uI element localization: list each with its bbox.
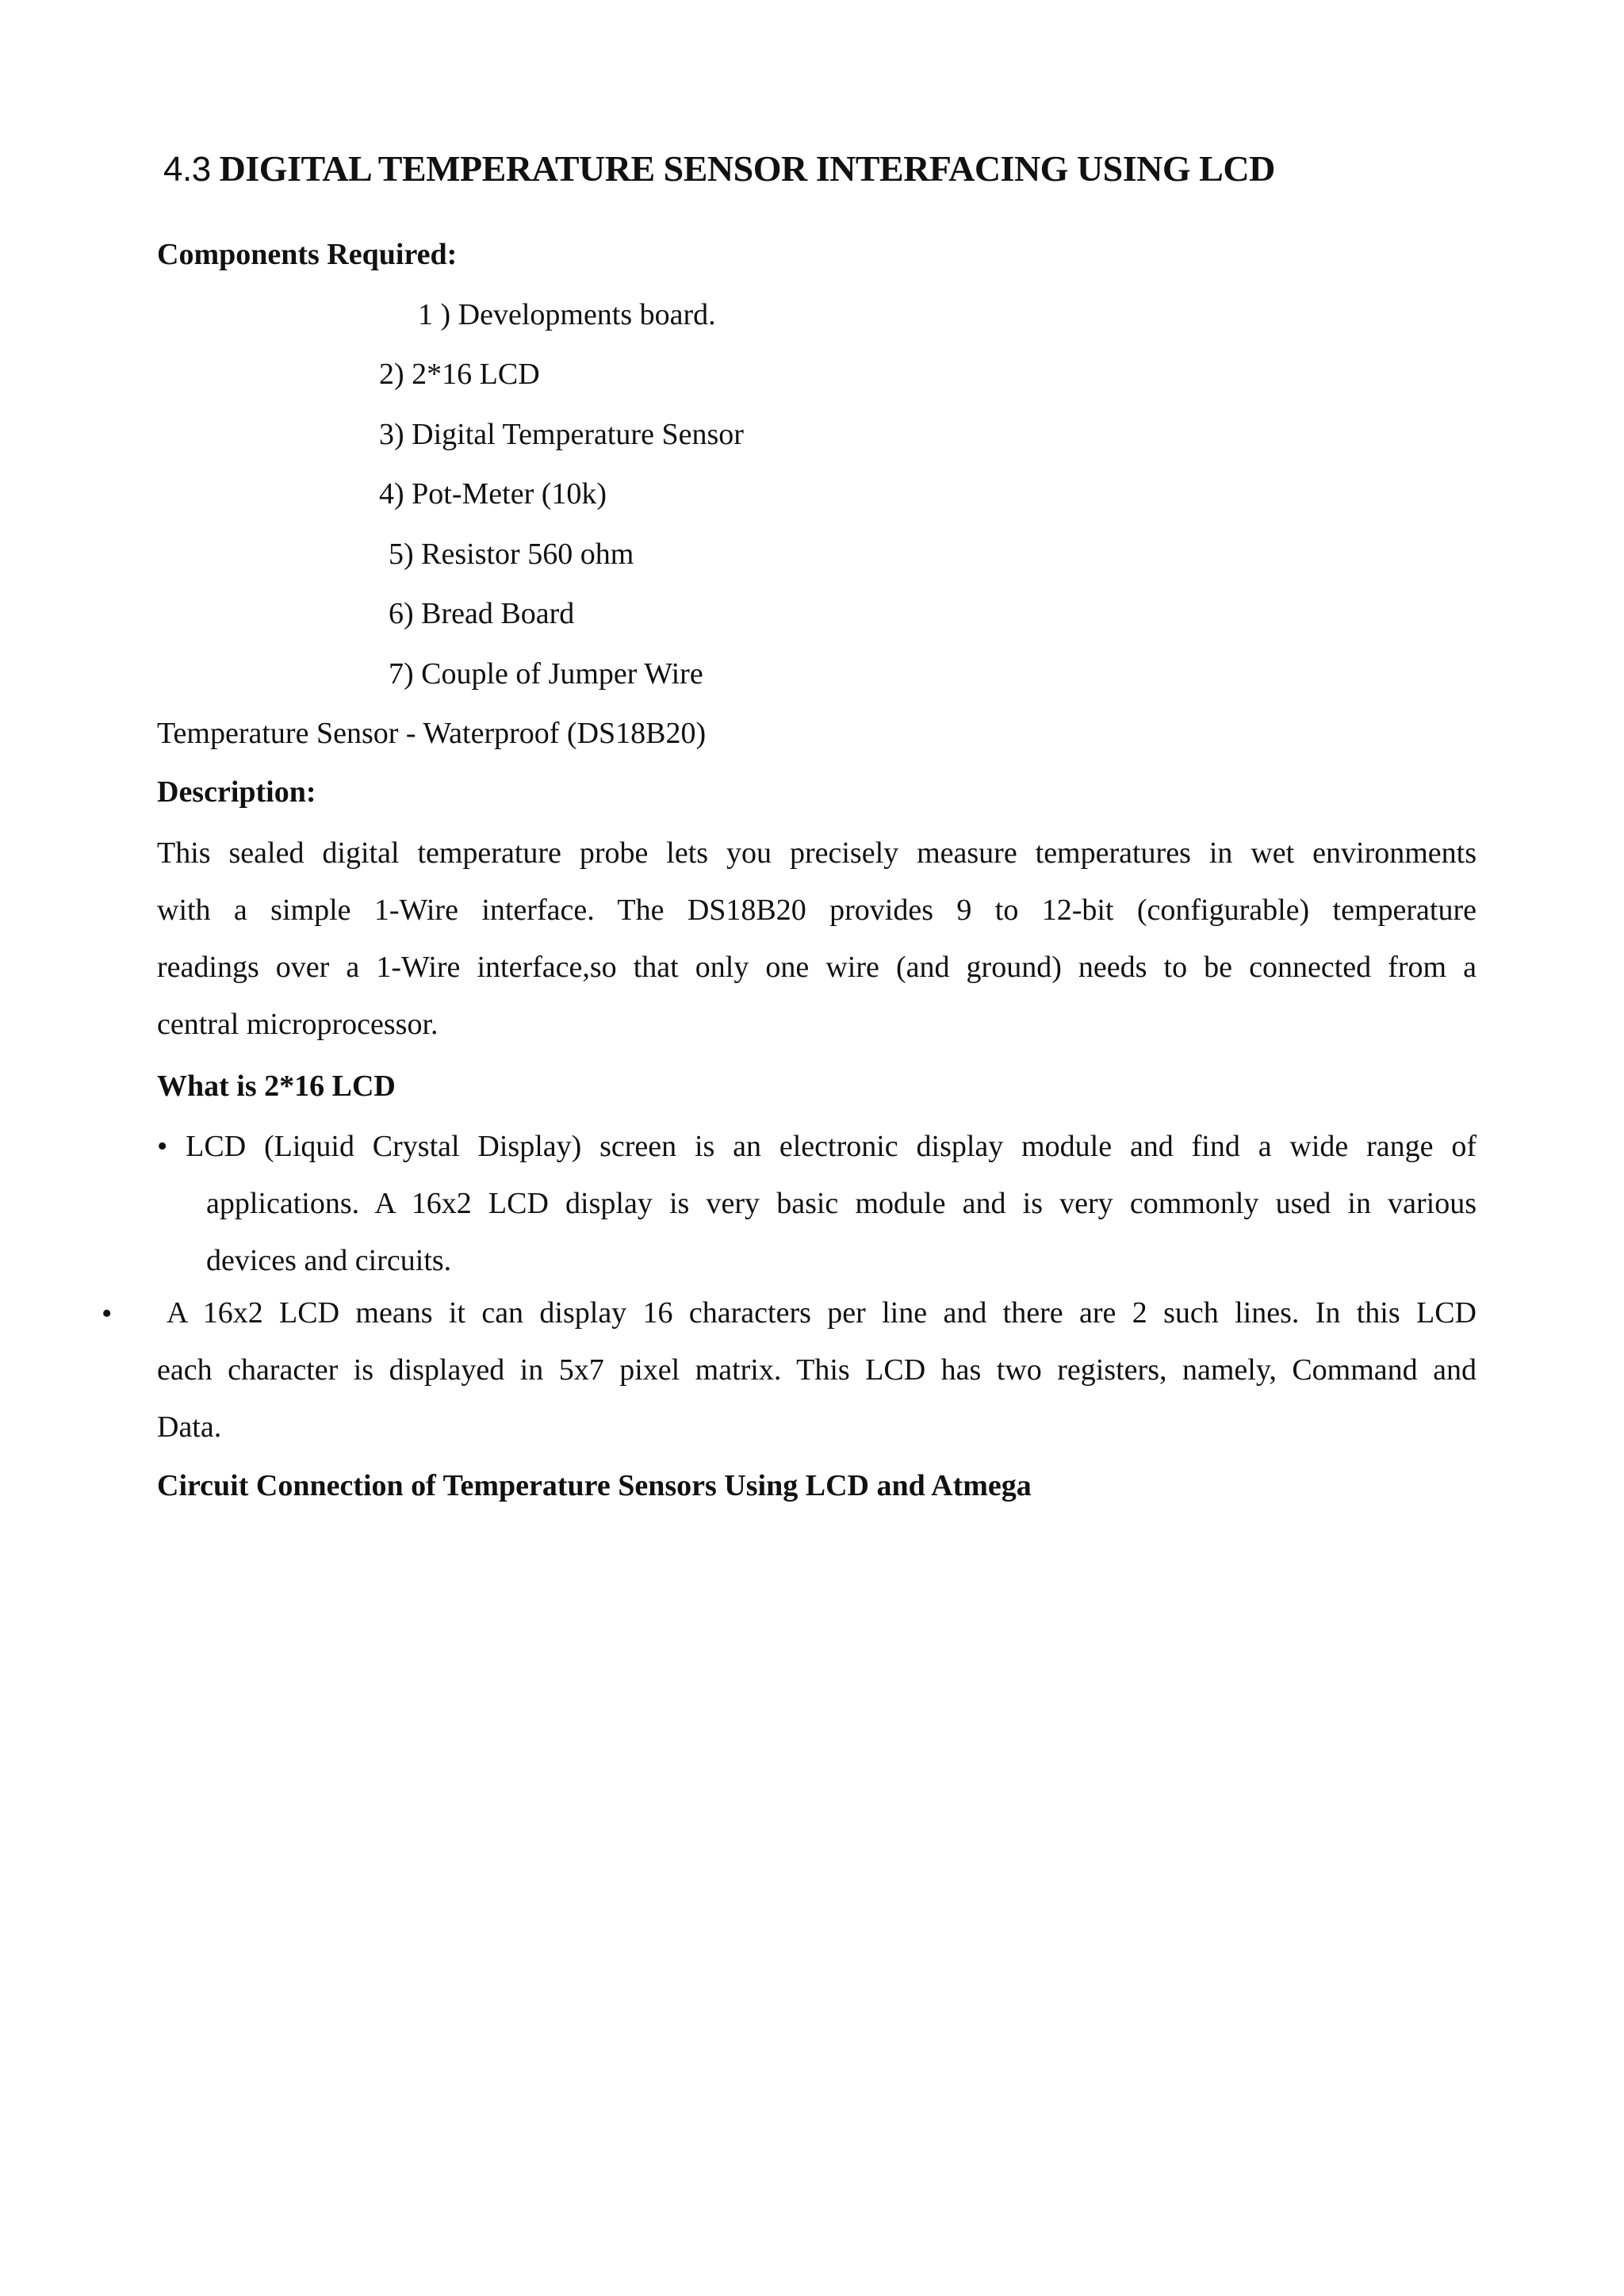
lcd-label: What is 2*16 LCD — [157, 1070, 396, 1103]
lcd-bullet-2-line: A 16x2 LCD means it can display 16 characters per line and there are 2 such lines. In this LCD — [167, 1296, 1477, 1330]
description-line: with a simple 1-Wire interface. The DS18B20 provides 9 to 12-bit (configurable) temperature — [157, 894, 1477, 927]
lcd-bullet-1-continued — [206, 1175, 1477, 1289]
sensor-title: Temperature Sensor - Waterproof (DS18B20) — [157, 717, 707, 750]
lcd-bullet-2-line: Data. — [157, 1410, 222, 1444]
component-item-7: 7) Couple of Jumper Wire — [389, 657, 703, 691]
component-item-4: 4) Pot-Meter (10k) — [379, 477, 607, 511]
section-title: DIGITAL TEMPERATURE SENSOR INTERFACING USING LCD — [219, 148, 1275, 189]
component-item-6: 6) Bread Board — [389, 597, 575, 630]
lcd-bullet-1-line: devices and circuits. — [206, 1244, 452, 1277]
component-item-5: 5) Resistor 560 ohm — [389, 538, 634, 571]
lcd-bullet-1 — [157, 1118, 1477, 1175]
component-item-1: 1 ) Developments board. — [418, 298, 716, 331]
component-item-3: 3) Digital Temperature Sensor — [379, 418, 744, 451]
lcd-bullet-1-line: applications. A 16x2 LCD display is very basic module and is very commonly used in various — [206, 1187, 1477, 1220]
component-item-2: 2) 2*16 LCD — [379, 358, 540, 391]
lcd-bullet-1-line: • LCD (Liquid Crystal Display) screen is an electronic display module and find a wide range of — [157, 1130, 1477, 1163]
description-line: This sealed digital temperature probe lets you precisely measure temperatures in wet environments — [157, 836, 1477, 870]
description-paragraph — [157, 825, 1477, 1053]
section-heading — [163, 147, 1275, 189]
section-number: 4.3 — [163, 150, 211, 189]
components-label: Components Required: — [157, 238, 458, 271]
description-line: readings over a 1-Wire interface,so that only one wire (and ground) needs to be connected from a — [157, 951, 1477, 984]
description-label: Description: — [157, 775, 316, 809]
circuit-label: Circuit Connection of Temperature Sensors Using LCD and Atmega — [157, 1469, 1032, 1502]
lcd-bullet-2 — [167, 1284, 1477, 1341]
lcd-bullet-2-continued — [157, 1341, 1477, 1456]
description-line: central microprocessor. — [157, 1008, 439, 1041]
bullet-marker: • — [102, 1297, 113, 1330]
lcd-bullet-2-line: each character is displayed in 5x7 pixel matrix. This LCD has two registers, namely, Command and — [157, 1353, 1477, 1387]
